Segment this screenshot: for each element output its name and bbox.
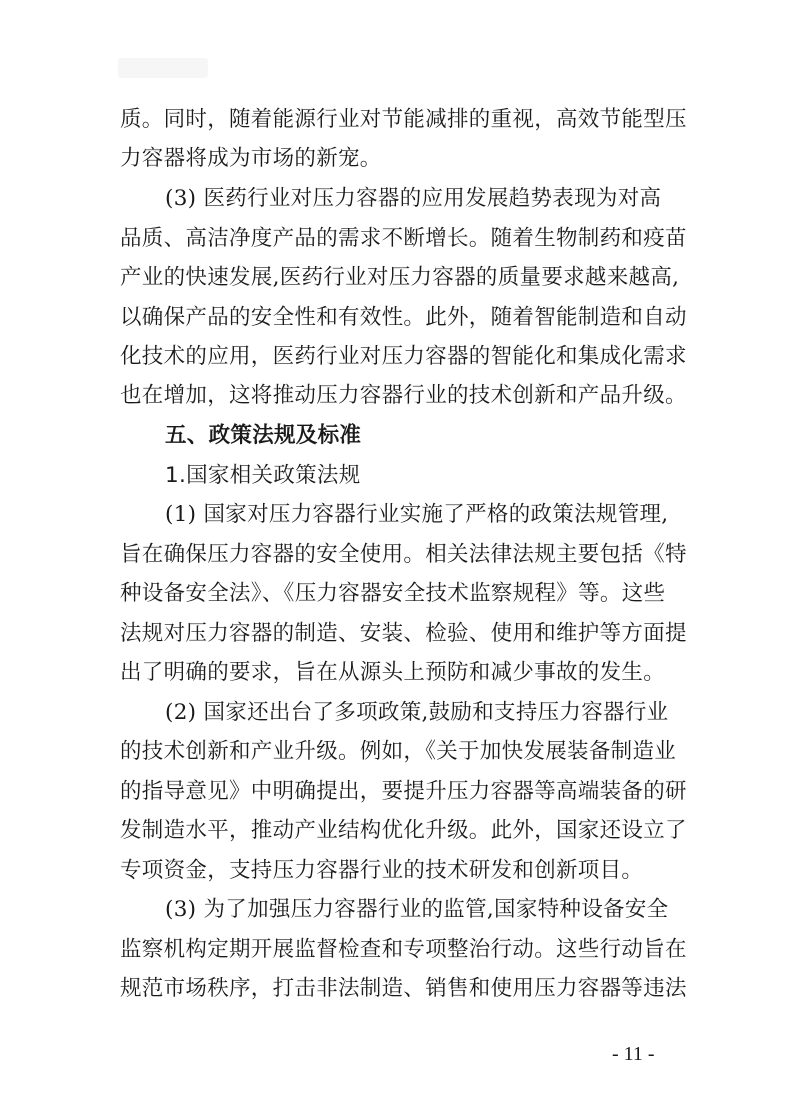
- paragraph-line: 种设备安全法》、《压力容器安全技术监察规程》等。这些: [120, 581, 666, 606]
- paragraph-line: 产业的快速发展,医药行业对压力容器的质量要求越来越高,: [120, 265, 680, 290]
- subsection-heading: 1.国家相关政策法规: [165, 463, 361, 488]
- paragraph-line: 监察机构定期开展监督检查和专项整治行动。这些行动旨在: [120, 937, 687, 962]
- paragraph-line: (3) 为了加强压力容器行业的监管,国家特种设备安全: [165, 897, 669, 922]
- paragraph-line: 发制造水平，推动产业结构优化升级。此外，国家还设立了: [120, 818, 687, 843]
- paragraph-line: 专项资金，支持压力容器行业的技术研发和创新项目。: [120, 858, 644, 883]
- paragraph-line: 旨在确保压力容器的安全使用。相关法律法规主要包括《特: [120, 542, 687, 567]
- faint-header-mark: [118, 58, 208, 78]
- paragraph-line: 也在增加，这将推动压力容器行业的技术创新和产品升级。: [120, 383, 687, 408]
- paragraph-line: 力容器将成为市场的新宠。: [120, 146, 382, 171]
- paragraph-line: (3) 医药行业对压力容器的应用发展趋势表现为对高: [165, 186, 662, 211]
- paragraph-line: 法规对压力容器的制造、安装、检验、使用和维护等方面提: [120, 621, 687, 646]
- paragraph-line: 化技术的应用，医药行业对压力容器的智能化和集成化需求: [120, 344, 687, 369]
- page-number: - 11 -: [612, 1043, 655, 1065]
- section-heading: 五、政策法规及标准: [165, 423, 362, 448]
- paragraph-line: 质。同时，随着能源行业对节能减排的重视，高效节能型压: [120, 107, 687, 132]
- paragraph-line: 的技术创新和产业升级。例如，《关于加快发展装备制造业: [120, 739, 677, 764]
- paragraph-line: 出了明确的要求，旨在从源头上预防和减少事故的发生。: [120, 660, 666, 685]
- paragraph-line: 品质、高洁净度产品的需求不断增长。随着生物制药和疫苗: [120, 226, 687, 251]
- paragraph-line: 规范市场秩序，打击非法制造、销售和使用压力容器等违法: [120, 976, 687, 1001]
- paragraph-line: 以确保产品的安全性和有效性。此外，随着智能制造和自动: [120, 305, 687, 330]
- paragraph-line: (1) 国家对压力容器行业实施了严格的政策法规管理,: [165, 502, 669, 527]
- paragraph-line: 的指导意见》中明确提出，要提升压力容器等高端装备的研: [120, 779, 687, 804]
- paragraph-line: (2) 国家还出台了多项政策,鼓励和支持压力容器行业: [165, 700, 669, 725]
